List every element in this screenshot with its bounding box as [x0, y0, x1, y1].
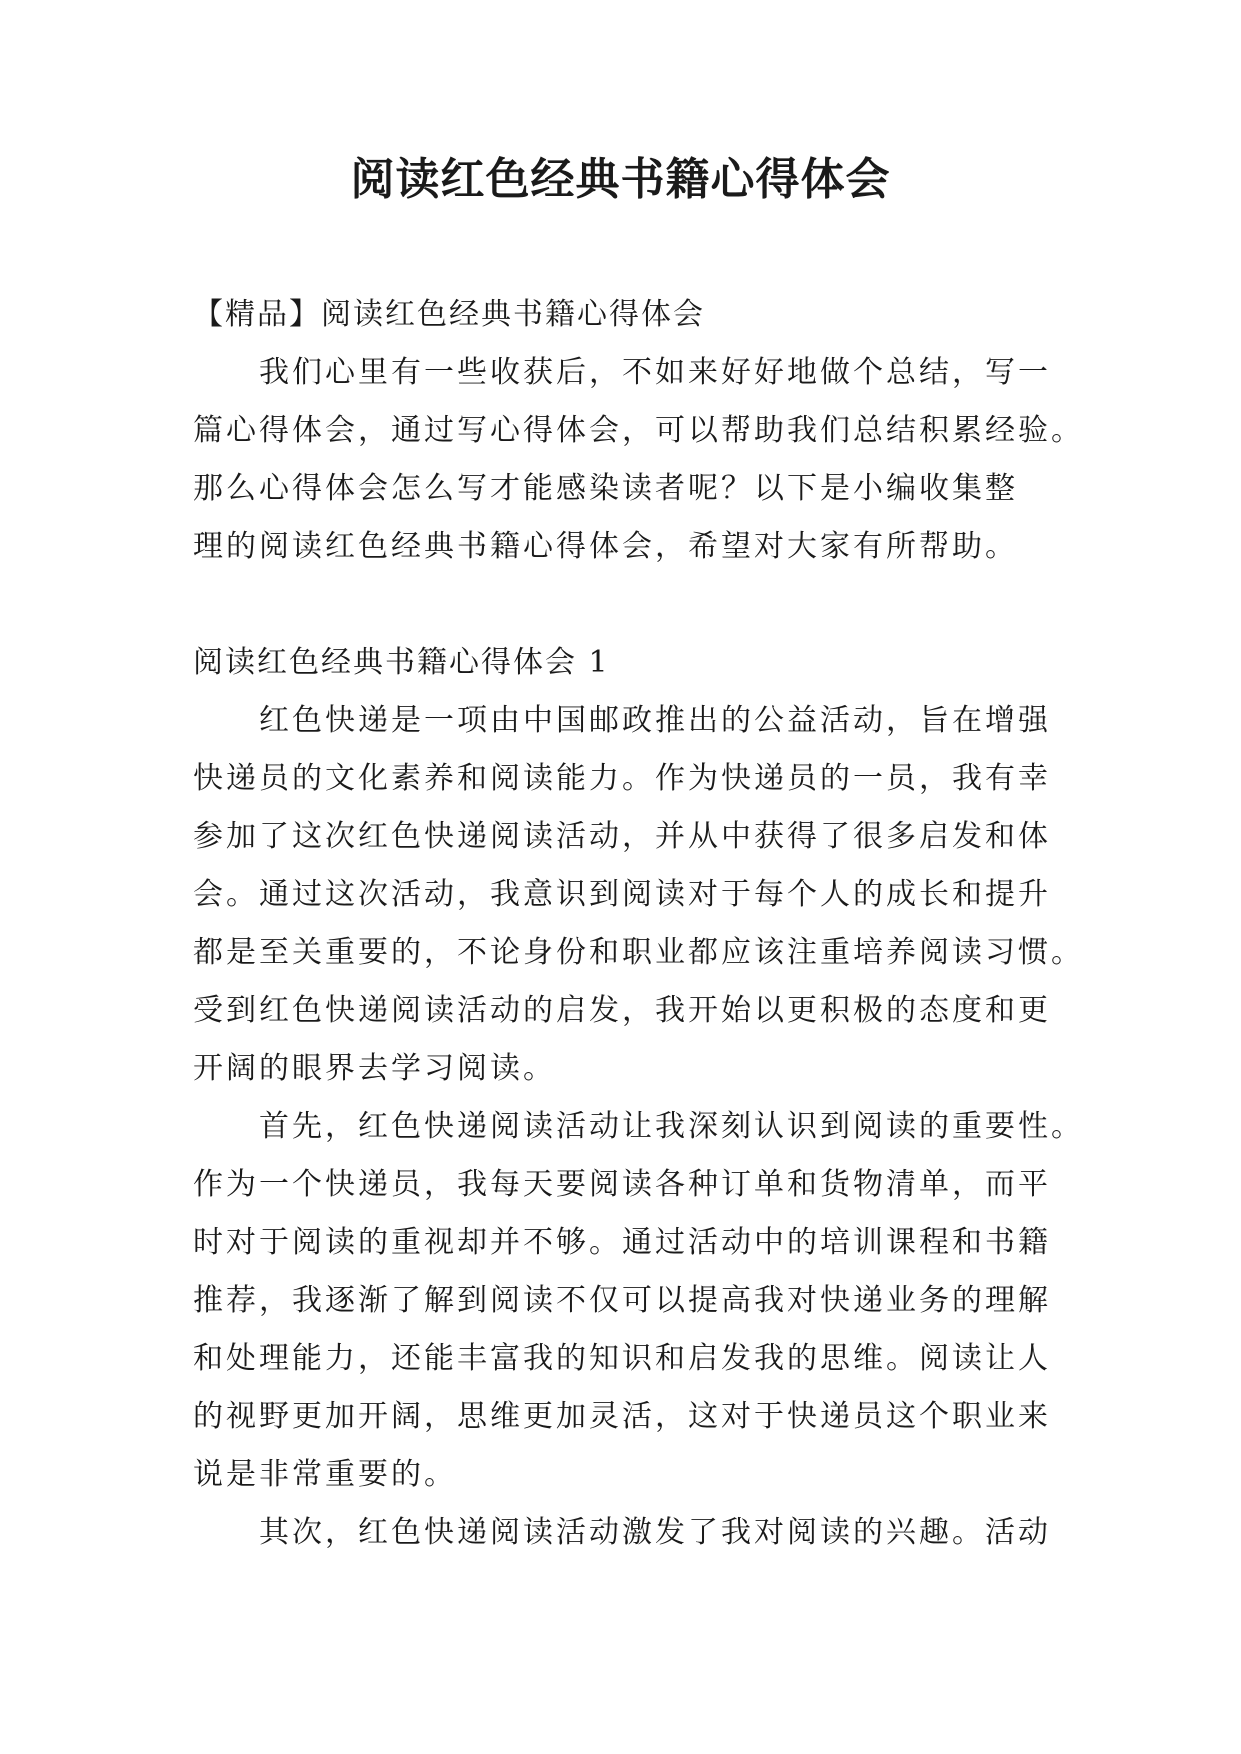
paragraph-line: 首先，红色快递阅读活动让我深刻认识到阅读的重要性。 [259, 1109, 1084, 1144]
paragraph-line: 推荐，我逐渐了解到阅读不仅可以提高我对快递业务的理解 [193, 1283, 1051, 1318]
paragraph-line: 时对于阅读的重视却并不够。通过活动中的培训课程和书籍 [193, 1225, 1051, 1260]
intro-line: 那么心得体会怎么写才能感染读者呢？以下是小编收集整 [193, 471, 1018, 506]
paragraph-line: 参加了这次红色快递阅读活动，并从中获得了很多启发和体 [193, 819, 1051, 854]
paragraph-line: 其次，红色快递阅读活动激发了我对阅读的兴趣。活动 [259, 1515, 1051, 1550]
document-title: 阅读红色经典书籍心得体会 [350, 154, 891, 205]
paragraph-line: 都是至关重要的，不论身份和职业都应该注重培养阅读习惯。 [193, 935, 1084, 970]
paragraph-line: 红色快递是一项由中国邮政推出的公益活动，旨在增强 [259, 703, 1051, 738]
intro-heading: 【精品】阅读红色经典书籍心得体会 [193, 297, 705, 332]
paragraph-line: 会。通过这次活动，我意识到阅读对于每个人的成长和提升 [193, 877, 1051, 912]
section-heading: 阅读红色经典书籍心得体会 1 [193, 645, 610, 680]
intro-line: 篇心得体会，通过写心得体会，可以帮助我们总结积累经验。 [193, 413, 1084, 448]
paragraph-gap [193, 576, 1057, 634]
paragraph-line: 快递员的文化素养和阅读能力。作为快递员的一员，我有幸 [193, 761, 1051, 796]
intro-line: 理的阅读红色经典书籍心得体会，希望对大家有所帮助。 [193, 529, 1018, 564]
paragraph-line: 开阔的眼界去学习阅读。 [193, 1051, 556, 1086]
document-body [193, 286, 1084, 1562]
paragraph-line: 说是非常重要的。 [193, 1457, 457, 1492]
paragraph-line: 和处理能力，还能丰富我的知识和启发我的思维。阅读让人 [193, 1341, 1051, 1376]
intro-line: 我们心里有一些收获后，不如来好好地做个总结，写一 [259, 355, 1051, 390]
paragraph-line: 受到红色快递阅读活动的启发，我开始以更积极的态度和更 [193, 993, 1051, 1028]
paragraph-line: 的视野更加开阔，思维更加灵活，这对于快递员这个职业来 [193, 1399, 1051, 1434]
paragraph-line: 作为一个快递员，我每天要阅读各种订单和货物清单，而平 [193, 1167, 1051, 1202]
